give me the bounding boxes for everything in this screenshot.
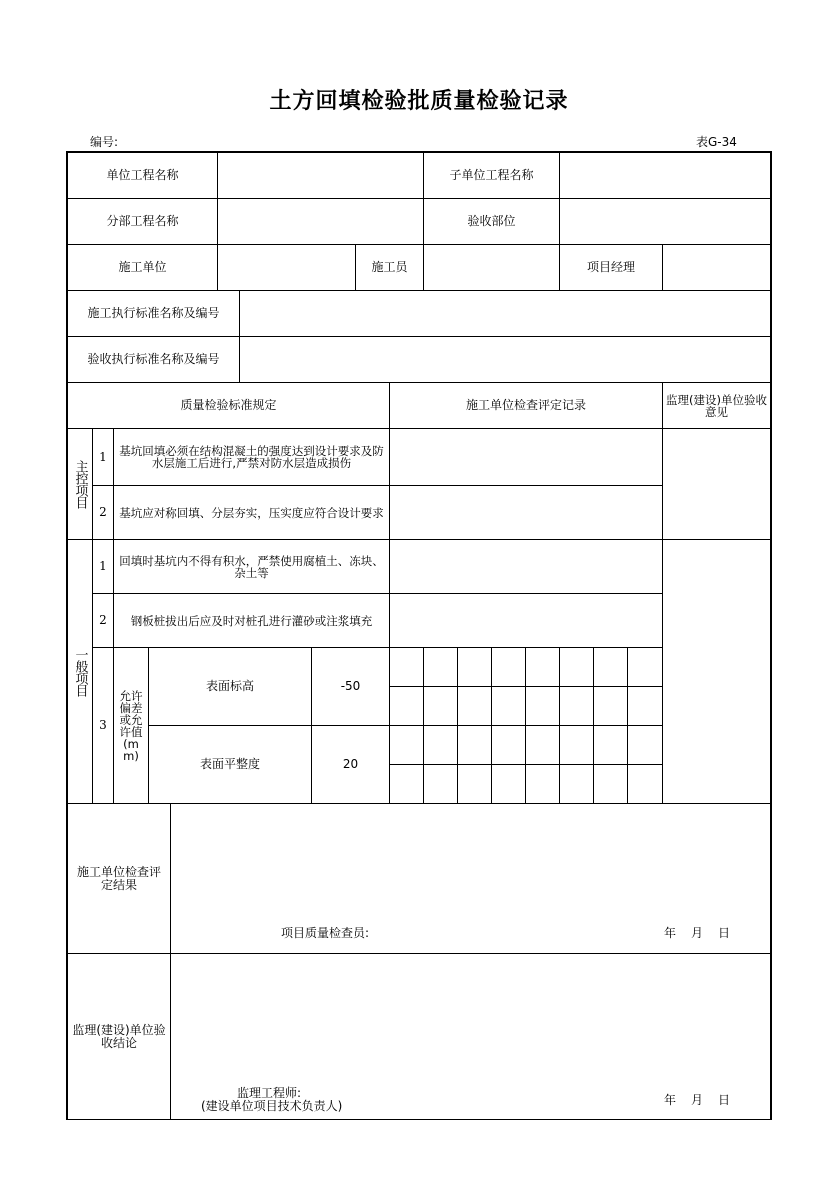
measurement-cell[interactable] — [559, 686, 594, 726]
construction-date-month: 月 — [691, 926, 704, 940]
construction-result-label: 施工单位检查评定结果 — [67, 803, 171, 954]
supervision-opinion-header: 监理(建设)单位验收意见 — [662, 382, 771, 429]
unit-project-name-field[interactable] — [217, 152, 424, 199]
construction-unit-label: 施工单位 — [67, 244, 218, 291]
measurement-cell[interactable] — [627, 647, 663, 687]
measurement-cell[interactable] — [559, 647, 594, 687]
measurement-cell[interactable] — [525, 764, 560, 805]
measurement-cell[interactable] — [457, 764, 492, 805]
project-manager-label: 项目经理 — [559, 244, 663, 291]
main-control-label: 主控项目 — [67, 428, 93, 540]
measurement-cell[interactable] — [423, 686, 458, 726]
measurement-cell[interactable] — [389, 764, 424, 805]
measurement-cell[interactable] — [525, 647, 560, 687]
sub-unit-project-name-label: 子单位工程名称 — [423, 152, 560, 199]
unit-project-name-label: 单位工程名称 — [67, 152, 218, 199]
general-item-3-no: 3 — [92, 647, 114, 804]
measurement-cell[interactable] — [525, 725, 560, 765]
measurement-cell[interactable] — [593, 764, 628, 805]
construction-date-year: 年 — [664, 926, 677, 940]
form-code: 表G-34 — [696, 135, 737, 149]
measurement-cell[interactable] — [457, 725, 492, 765]
serial-number-label: 编号: — [90, 135, 119, 149]
page-title: 土方回填检验批质量检验记录 — [269, 89, 569, 114]
main-item-1-record[interactable] — [389, 428, 663, 486]
measurement-cell[interactable] — [423, 764, 458, 805]
constructor-label: 施工员 — [355, 244, 424, 291]
acceptance-part-field[interactable] — [559, 198, 771, 245]
general-item-2-no: 2 — [92, 593, 114, 648]
acceptance-standard-label: 验收执行标准名称及编号 — [67, 336, 240, 383]
measurement-cell[interactable] — [593, 647, 628, 687]
measurement-cell[interactable] — [627, 686, 663, 726]
measurement-cell[interactable] — [491, 764, 526, 805]
supervision-date-day: 日 — [718, 1093, 731, 1107]
measurement-cell[interactable] — [389, 647, 424, 687]
general-item-1-text: 回填时基坑内不得有积水，严禁使用腐植土、冻块、杂土等 — [113, 539, 390, 594]
supervision-engineer-note: (建设单位项目技术负责人) — [201, 1099, 343, 1113]
supervision-date-month: 月 — [691, 1093, 704, 1107]
general-item-2-text: 钢板桩拔出后应及时对桩孔进行灌砂或注浆填充 — [113, 593, 390, 648]
division-project-name-label: 分部工程名称 — [67, 198, 218, 245]
construction-standard-field[interactable] — [239, 290, 771, 337]
measurement-cell[interactable] — [423, 647, 458, 687]
main-item-2-record[interactable] — [389, 485, 663, 540]
main-control-opinion[interactable] — [662, 428, 771, 540]
construction-check-record-header: 施工单位检查评定记录 — [389, 382, 663, 429]
measurement-cell[interactable] — [627, 725, 663, 765]
acceptance-standard-field[interactable] — [239, 336, 771, 383]
main-item-2-no: 2 — [92, 485, 114, 540]
construction-result-field[interactable] — [170, 803, 771, 954]
measurement-cell[interactable] — [491, 725, 526, 765]
surface-flatness-label: 表面平整度 — [148, 725, 312, 804]
surface-flatness-value: 20 — [311, 725, 390, 804]
main-item-1-text: 基坑回填必须在结构混凝土的强度达到设计要求及防水层施工后进行,严禁对防水层造成损伤 — [113, 428, 390, 486]
quality-inspector-label: 项目质量检查员: — [281, 926, 370, 940]
constructor-field[interactable] — [423, 244, 560, 291]
general-item-1-no: 1 — [92, 539, 114, 594]
supervision-engineer-label: 监理工程师: — [237, 1086, 302, 1100]
measurement-cell[interactable] — [559, 764, 594, 805]
tolerance-label: 允许偏差或允许值(mm) — [113, 647, 149, 804]
measurement-cell[interactable] — [593, 725, 628, 765]
main-item-1-no: 1 — [92, 428, 114, 486]
construction-standard-label: 施工执行标准名称及编号 — [67, 290, 240, 337]
measurement-cell[interactable] — [525, 686, 560, 726]
acceptance-part-label: 验收部位 — [423, 198, 560, 245]
measurement-cell[interactable] — [457, 686, 492, 726]
project-manager-field[interactable] — [662, 244, 771, 291]
division-project-name-field[interactable] — [217, 198, 424, 245]
measurement-cell[interactable] — [627, 764, 663, 805]
measurement-cell[interactable] — [491, 647, 526, 687]
general-item-1-record[interactable] — [389, 539, 663, 594]
surface-elevation-value: -50 — [311, 647, 390, 726]
measurement-cell[interactable] — [389, 725, 424, 765]
general-items-label: 一般项目 — [67, 539, 93, 804]
construction-date-day: 日 — [718, 926, 731, 940]
measurement-cell[interactable] — [389, 686, 424, 726]
measurement-cell[interactable] — [491, 686, 526, 726]
supervision-date-year: 年 — [664, 1093, 677, 1107]
main-item-2-text: 基坑应对称回填、分层夯实，压实度应符合设计要求 — [113, 485, 390, 540]
measurement-cell[interactable] — [593, 686, 628, 726]
measurement-cell[interactable] — [457, 647, 492, 687]
measurement-cell[interactable] — [423, 725, 458, 765]
sub-unit-project-name-field[interactable] — [559, 152, 771, 199]
construction-unit-field[interactable] — [217, 244, 356, 291]
general-item-2-record[interactable] — [389, 593, 663, 648]
surface-elevation-label: 表面标高 — [148, 647, 312, 726]
supervision-conclusion-label: 监理(建设)单位验收结论 — [67, 953, 171, 1120]
general-items-opinion[interactable] — [662, 539, 771, 804]
measurement-cell[interactable] — [559, 725, 594, 765]
quality-standard-header: 质量检验标准规定 — [67, 382, 390, 429]
